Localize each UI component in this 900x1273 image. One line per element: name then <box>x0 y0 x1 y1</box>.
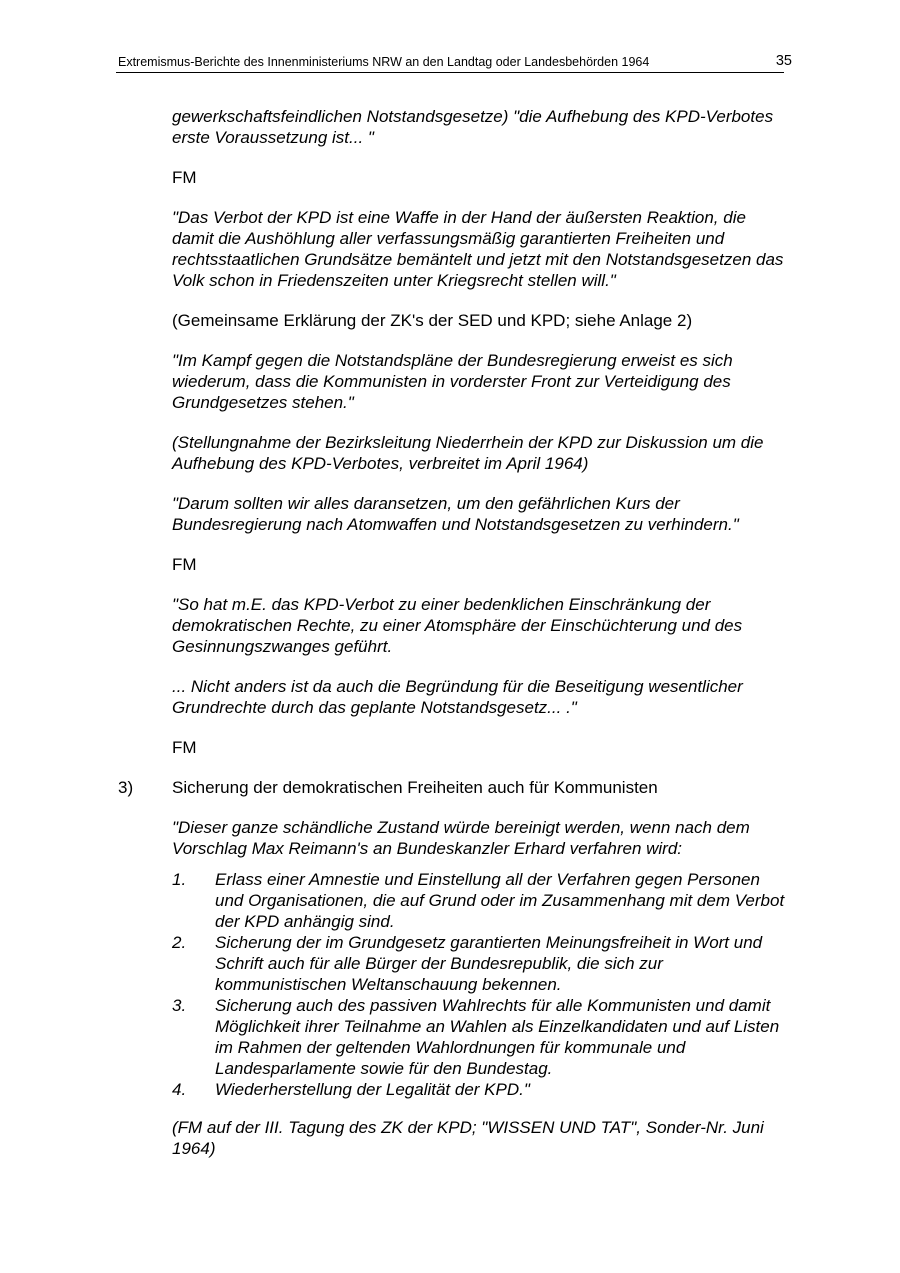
quote-intro-reimann: "Dieser ganze schändliche Zustand würde bereinigt werden, wenn nach dem Vorschlag Max Reimann's an Bundeskanzler Erhard verfahren wird: <box>172 818 750 858</box>
list-item <box>172 869 792 932</box>
quote-atomwaffen: "Darum sollten wir alles daransetzen, um den gefährlichen Kurs der Bundesregierung nach Atomwaffen und Notstandsgesetzen zu verhindern." <box>172 494 739 534</box>
header-title: Extremismus-Berichte des Innenministeriums NRW an den Landtag oder Landesbehörden 1964 <box>118 55 650 69</box>
source-zk-declaration: (Gemeinsame Erklärung der ZK's der SED und KPD; siehe Anlage 2) <box>172 311 693 330</box>
quote-grundrechte: ... Nicht anders ist da auch die Begründung für die Beseitigung wesentlicher Grundrechte durch das geplante Notstandsgesetz... ." <box>172 677 743 717</box>
list-item-text: Sicherung auch des passiven Wahlrechts für alle Kommunisten und damit Möglichkeit ihrer Teilnahme an Wahlen als Einzelkandidaten und auf Listen im Rahmen der geltenden Wahlordnungen für kommunale und Landesparlamente sowie für den Bundestag. <box>215 996 780 1078</box>
source-bezirksleitung: (Stellungnahme der Bezirksleitung Niederrhein der KPD zur Diskussion um die Aufhebung des KPD-Verbotes, verbreitet im April 1964) <box>172 433 764 473</box>
section-3-title: Sicherung der demokratischen Freiheiten auch für Kommunisten <box>172 778 658 797</box>
source-fm-2: FM <box>172 555 197 574</box>
page-header <box>116 52 792 73</box>
source-fm-1: FM <box>172 168 197 187</box>
list-item-number: 3. <box>172 996 187 1015</box>
list-item <box>172 995 792 1079</box>
source-wissen-und-tat: (FM auf der III. Tagung des ZK der KPD; "WISSEN UND TAT", Sonder-Nr. Juni 1964) <box>172 1118 764 1158</box>
demands-list <box>172 869 792 1100</box>
list-item-number: 2. <box>172 933 187 952</box>
list-item-text: Wiederherstellung der Legalität der KPD." <box>215 1080 530 1099</box>
section-3-heading <box>118 777 792 798</box>
page-number: 35 <box>775 53 792 69</box>
quote-einschraenkung: "So hat m.E. das KPD-Verbot zu einer bedenklichen Einschränkung der demokratischen Rechte, zu einer Atomsphäre der Einschüchterung und des Gesinnungszwanges geführt. <box>172 595 743 656</box>
paragraph-continuation: gewerkschaftsfeindlichen Notstandsgesetze) "die Aufhebung des KPD-Verbotes erste Voraussetzung ist... " <box>172 107 774 147</box>
list-item <box>172 1079 792 1100</box>
list-item <box>172 932 792 995</box>
list-item-number: 1. <box>172 870 187 889</box>
list-item-number: 4. <box>172 1080 187 1099</box>
section-3-number: 3) <box>118 778 134 797</box>
quote-notstandsplaene: "Im Kampf gegen die Notstandspläne der Bundesregierung erweist es sich wiederum, dass die Kommunisten in vorderster Front zur Verteidigung des Grundgesetzes stehen." <box>172 351 733 412</box>
list-item-text: Sicherung der im Grundgesetz garantierten Meinungsfreiheit in Wort und Schrift auch für alle Bürger der Bundesrepublik, die sich zur kommunistischen Weltanschauung bekennen. <box>215 933 763 994</box>
source-fm-3: FM <box>172 738 197 757</box>
quote-kpd-verbot: "Das Verbot der KPD ist eine Waffe in der Hand der äußersten Reaktion, die damit die Aushöhlung aller verfassungsmäßig garantierten Freiheiten und rechtsstaatlichen Grundsätze bemäntelt und jetzt mit den Notstandsgesetzen das Volk schon in Friedenszeiten unter Kriegsrecht stellen will." <box>172 208 784 290</box>
document-body <box>118 106 792 1178</box>
list-item-text: Erlass einer Amnestie und Einstellung all der Verfahren gegen Personen und Organisationen, die auf Grund oder im Zusammenhang mit dem Verbot der KPD anhängig sind. <box>215 870 785 931</box>
